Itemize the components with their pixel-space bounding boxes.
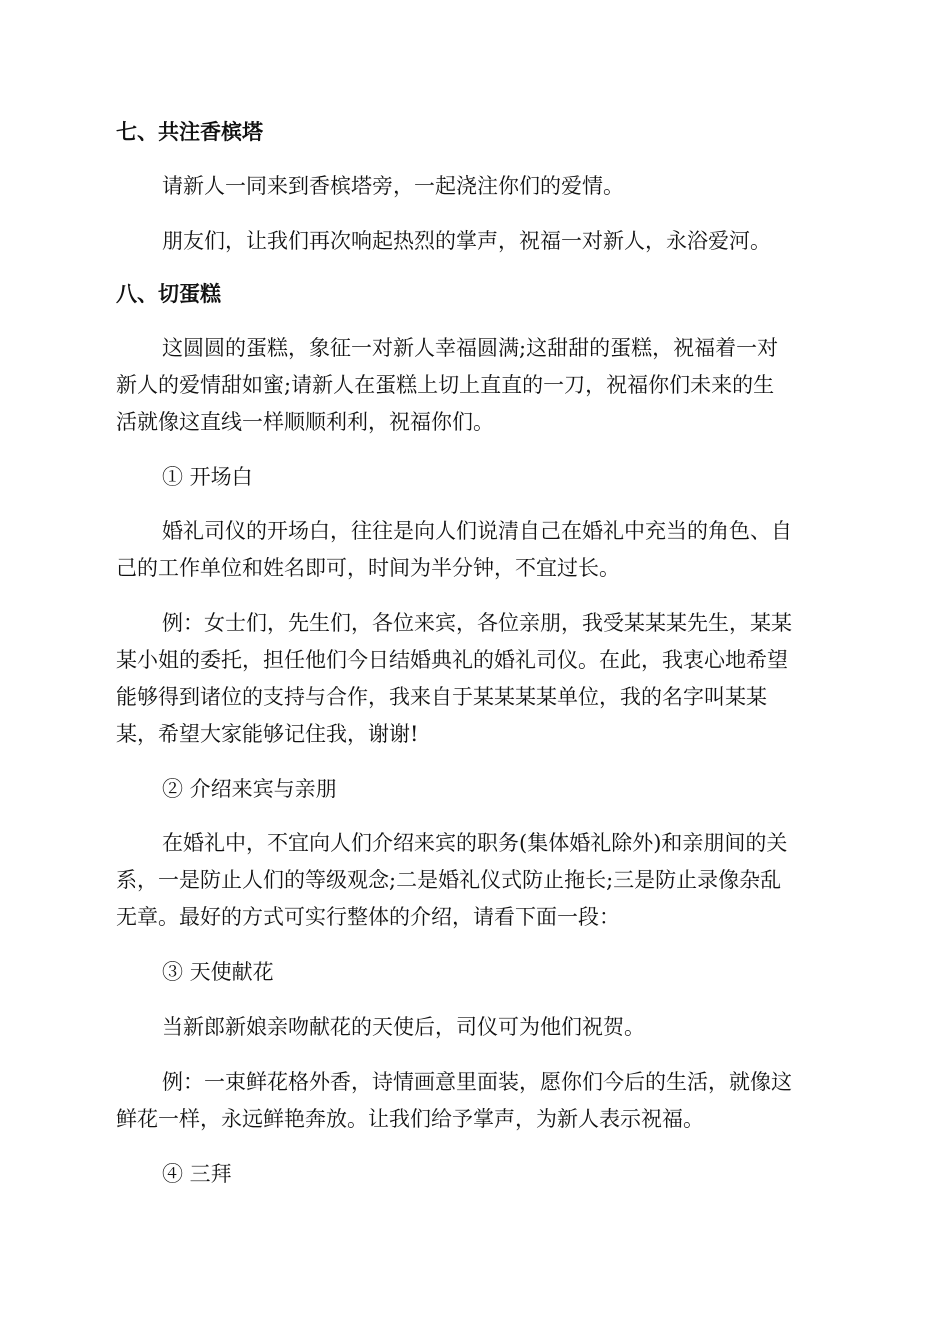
paragraph-line: 在婚礼中，不宜向人们介绍来宾的职务(集体婚礼除外)和亲朋间的关	[162, 831, 788, 855]
paragraph-line: 鲜花一样，永远鲜艳奔放。让我们给予掌声，为新人表示祝福。	[116, 1107, 704, 1131]
item-title-introduce-guests: ② 介绍来宾与亲朋	[162, 777, 337, 801]
paragraph-line: 当新郎新娘亲吻献花的天使后，司仪可为他们祝贺。	[162, 1015, 645, 1039]
paragraph-line: 这圆圆的蛋糕，象征一对新人幸福圆满;这甜甜的蛋糕，祝福着一对	[162, 336, 779, 360]
paragraph-line: 例：女士们，先生们，各位来宾，各位亲朋，我受某某某先生，某某	[162, 611, 792, 635]
paragraph-line: 能够得到诸位的支持与合作，我来自于某某某某单位，我的名字叫某某	[116, 685, 767, 709]
item-title-three-bows: ④ 三拜	[162, 1162, 232, 1186]
paragraph-line: 活就像这直线一样顺顺利利，祝福你们。	[116, 410, 494, 434]
paragraph-line: 新人的爱情甜如蜜;请新人在蛋糕上切上直直的一刀，祝福你们未来的生	[116, 373, 775, 397]
paragraph-line: 朋友们，让我们再次响起热烈的掌声，祝福一对新人，永浴爱河。	[162, 229, 771, 253]
section-heading-champagne-tower: 七、共注香槟塔	[116, 120, 263, 144]
paragraph-line: 婚礼司仪的开场白，往往是向人们说清自己在婚礼中充当的角色、自	[162, 519, 792, 543]
paragraph-line: 请新人一同来到香槟塔旁，一起浇注你们的爱情。	[162, 174, 624, 198]
paragraph-line: 某小姐的委托，担任他们今日结婚典礼的婚礼司仪。在此，我衷心地希望	[116, 648, 788, 672]
item-title-opening: ① 开场白	[162, 465, 253, 489]
section-heading-cut-cake: 八、切蛋糕	[116, 282, 221, 306]
item-title-angel-flowers: ③ 天使献花	[162, 960, 274, 984]
paragraph-line: 例：一束鲜花格外香，诗情画意里面装，愿你们今后的生活，就像这	[162, 1070, 792, 1094]
paragraph-line: 己的工作单位和姓名即可，时间为半分钟，不宜过长。	[116, 556, 620, 580]
paragraph-line: 无章。最好的方式可实行整体的介绍，请看下面一段：	[116, 905, 620, 929]
paragraph-line: 系，一是防止人们的等级观念;二是婚礼仪式防止拖长;三是防止录像杂乱	[116, 868, 782, 892]
paragraph-line: 某，希望大家能够记住我，谢谢!	[116, 722, 419, 746]
